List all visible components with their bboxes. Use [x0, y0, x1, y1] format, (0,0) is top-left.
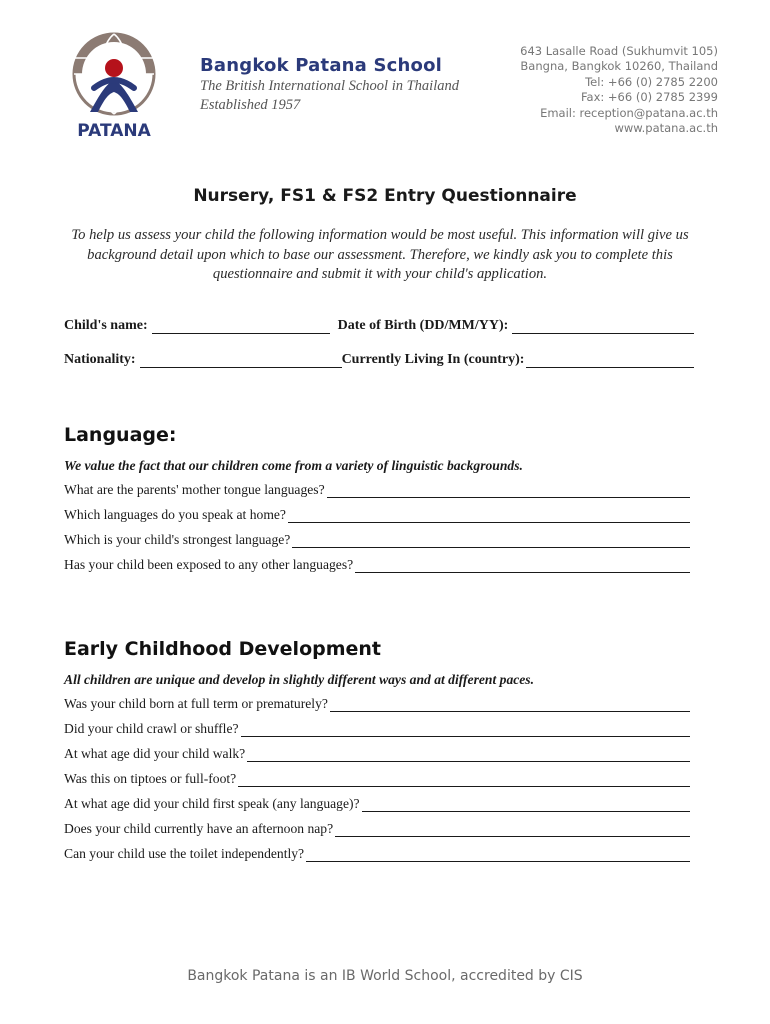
question-text: Was this on tiptoes or full-foot? — [64, 771, 237, 786]
answer-field[interactable] — [306, 849, 690, 862]
question-row — [64, 507, 690, 523]
contact-block — [520, 44, 718, 136]
dob-label: Date of Birth (DD/MM/YY): — [337, 318, 509, 333]
question-text: Was your child born at full term or prematurely? — [64, 696, 328, 711]
question-row — [64, 721, 690, 737]
nationality-field[interactable] — [140, 354, 342, 368]
question-text: Which is your child's strongest language? — [64, 532, 291, 547]
nationality-label: Nationality: — [64, 352, 136, 367]
contact-address-line1: 643 Lasalle Road (Sukhumvit 105) — [520, 44, 718, 58]
question-text: Which languages do you speak at home? — [64, 507, 286, 522]
answer-field[interactable] — [335, 824, 690, 837]
answer-field[interactable] — [247, 749, 690, 762]
answer-field[interactable] — [292, 535, 690, 548]
answer-field[interactable] — [288, 510, 690, 523]
answer-field[interactable] — [355, 560, 690, 573]
logo-wordmark: PATANA — [77, 121, 151, 140]
question-row — [64, 482, 690, 498]
question-row — [64, 796, 690, 812]
question-row — [64, 846, 690, 862]
contact-address-line2: Bangna, Bangkok 10260, Thailand — [520, 59, 718, 74]
question-row — [64, 696, 690, 712]
question-text: At what age did your child walk? — [64, 746, 246, 761]
question-text: At what age did your child first speak (any language)? — [64, 796, 360, 811]
language-heading: Language: — [64, 424, 177, 446]
intro-paragraph: To help us assess your child the following information would be most useful. This information will give us background detail upon which to base our assessment. Therefore, we kindly ask you to complete this questionnaire and submit it with your child's application. — [71, 227, 689, 282]
question-row — [64, 771, 690, 787]
contact-email: Email: reception@patana.ac.th — [540, 105, 718, 120]
question-text: Did your child crawl or shuffle? — [64, 721, 239, 736]
answer-field[interactable] — [238, 774, 690, 787]
school-logo — [60, 28, 168, 140]
question-text: Has your child been exposed to any other languages? — [64, 557, 354, 572]
answer-field[interactable] — [330, 699, 690, 712]
school-name-block — [200, 55, 459, 114]
field-row-nationality — [64, 352, 694, 368]
answer-field[interactable] — [362, 799, 690, 812]
development-intro: All children are unique and develop in slightly different ways and at different paces. — [64, 672, 534, 687]
page-footer: Bangkok Patana is an IB World School, accredited by CIS — [187, 968, 583, 984]
question-row — [64, 821, 690, 837]
patana-logo-icon — [60, 28, 168, 140]
childs-name-field[interactable] — [152, 320, 330, 334]
answer-field[interactable] — [327, 485, 690, 498]
living-in-field[interactable] — [526, 354, 694, 368]
question-text: Can your child use the toilet independently? — [64, 846, 305, 861]
question-text: What are the parents' mother tongue languages? — [64, 482, 325, 497]
question-row — [64, 746, 690, 762]
question-row — [64, 532, 690, 548]
contact-website: www.patana.ac.th — [614, 121, 718, 136]
contact-fax: Fax: +66 (0) 2785 2399 — [580, 90, 718, 105]
field-row-name-dob — [64, 318, 694, 334]
living-in-label: Currently Living In (country): — [341, 352, 525, 367]
development-heading: Early Childhood Development — [64, 638, 382, 660]
school-name: Bangkok Patana School — [200, 55, 443, 76]
school-tagline: The British International School in Thailand — [200, 78, 459, 94]
school-established: Established 1957 — [200, 97, 301, 113]
language-intro: We value the fact that our children come from a variety of linguistic backgrounds. — [64, 458, 523, 473]
answer-field[interactable] — [241, 724, 690, 737]
dob-field[interactable] — [512, 320, 694, 334]
question-row — [64, 557, 690, 573]
childs-name-label: Child's name: — [64, 318, 148, 333]
question-text: Does your child currently have an afternoon nap? — [64, 821, 334, 836]
contact-tel: Tel: +66 (0) 2785 2200 — [585, 74, 718, 89]
page-title: Nursery, FS1 & FS2 Entry Questionnaire — [193, 186, 577, 206]
